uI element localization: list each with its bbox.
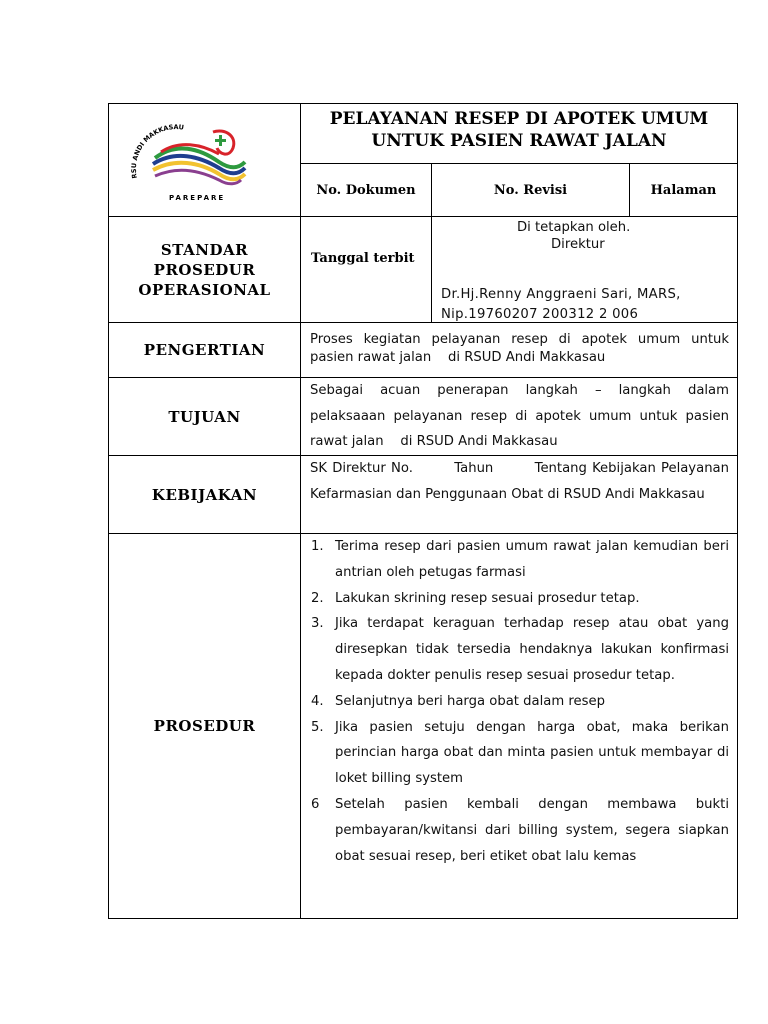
sop-label-line-2: PROSEDUR [153, 260, 256, 279]
tanggal-terbit-cell [300, 216, 432, 323]
ditetapkan-line-2: Direktur [551, 237, 605, 252]
prosedur-label-cell [108, 533, 301, 919]
list-item: 6 Setelah pasien kembali dengan membawa bukti pembayaran/kwitansi dari billing system, segera siapkan obat sesuai resep, beri etiket obat lalu kemas [311, 796, 729, 864]
logo-arc-text: RSU ANDI MAKKASAU [129, 123, 185, 180]
sop-label-line-3: OPERASIONAL [138, 280, 271, 299]
red-cross-icon [213, 131, 234, 154]
director-name: Dr.Hj.Renny Anggraeni Sari, MARS, [441, 287, 681, 302]
kebijakan-text: SK Direktur No. Tahun Tentang Kebijakan Pelayanan Kefarmasian dan Penggunaan Obat di RSUD Andi Makkasau [310, 461, 734, 502]
no-revisi-label: No. Revisi [493, 182, 568, 198]
tujuan-label: TUJUAN [168, 407, 241, 426]
logo-bottom-text: PAREPARE [169, 194, 226, 202]
pengertian-text-cell [300, 322, 738, 378]
sop-document [108, 103, 738, 919]
sop-label-cell [108, 216, 301, 323]
hospital-logo [121, 118, 251, 206]
list-item: 2. Lakukan skrining resep sesuai prosedur tetap. [311, 590, 640, 606]
title-line-1: PELAYANAN RESEP DI APOTEK UMUM [329, 109, 709, 129]
logo-cell [108, 103, 301, 217]
halaman-header [629, 163, 738, 217]
list-item: 1. Terima resep dari pasien umum rawat jalan kemudian beri antrian oleh petugas farmasi [311, 539, 729, 580]
kebijakan-label: KEBIJAKAN [151, 485, 258, 504]
tujuan-text: Sebagai acuan penerapan langkah – langkah dalam pelaksaaan pelayanan resep di apotek umum untuk pasien rawat jalan di RSUD Andi Makkasau [310, 383, 734, 449]
pengertian-label: PENGERTIAN [143, 341, 266, 359]
kebijakan-label-cell [108, 455, 301, 534]
list-item: 5. Jika pasien setuju dengan harga obat, maka berikan perincian harga obat dan minta pasien untuk membayar di loket billing system [311, 719, 729, 787]
list-item: 4. Selanjutnya beri harga obat dalam resep [311, 693, 605, 709]
tanggal-terbit-label: Tanggal terbit [311, 251, 415, 266]
prosedur-steps-list [305, 534, 729, 869]
no-revisi-header [431, 163, 630, 217]
pengertian-label-cell [108, 322, 301, 378]
director-nip: Nip.19760207 200312 2 006 [441, 307, 639, 322]
ditetapkan-line-1: Di tetapkan oleh. [517, 220, 631, 235]
ditetapkan-cell [431, 216, 738, 323]
prosedur-steps-cell [300, 533, 738, 919]
tujuan-label-cell [108, 377, 301, 456]
kebijakan-text-cell [300, 455, 738, 534]
list-item: 3. Jika terdapat keraguan terhadap resep atau obat yang diresepkan tidak tersedia hendaknya lakukan konfirmasi kepada dokter penulis resep sesuai prosedur tetap. [311, 616, 729, 683]
title-line-2: UNTUK PASIEN RAWAT JALAN [371, 131, 667, 151]
halaman-label: Halaman [650, 182, 717, 198]
tujuan-text-cell [300, 377, 738, 456]
prosedur-label: PROSEDUR [153, 717, 256, 735]
pengertian-text: Proses kegiatan pelayanan resep di apotek umum untuk pasien rawat jalan di RSUD Andi Makkasau [310, 332, 734, 365]
no-dokumen-label: No. Dokumen [316, 182, 416, 198]
sop-label-line-1: STANDAR [160, 240, 249, 259]
no-dokumen-header [300, 163, 432, 217]
document-title [300, 103, 738, 164]
